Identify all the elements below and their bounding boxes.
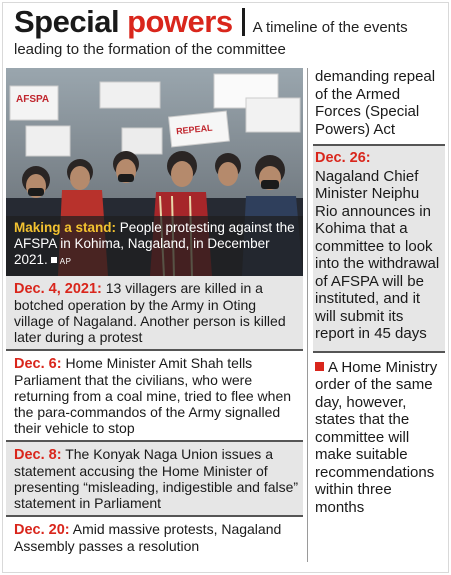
timeline-entry-dec4 (6, 276, 303, 349)
caption-source: AP (59, 257, 72, 266)
entry-date: Dec. 26: (315, 150, 371, 166)
red-square-icon (315, 362, 324, 371)
timeline-right (313, 66, 445, 522)
column-divider (307, 68, 308, 562)
title-divider (242, 8, 245, 36)
caption-text: People protesting against the AFSPA in Kohima, Nagaland, in December 2021. (14, 220, 295, 267)
subtitle-line1: A timeline of the events (252, 19, 408, 36)
timeline-entry-dec20 (6, 517, 303, 558)
entry-date: Dec. 20: (14, 522, 70, 538)
timeline-entry-dec8 (6, 442, 303, 515)
timeline-note (313, 353, 445, 523)
entry-date: Dec. 8: (14, 447, 62, 463)
entry-text: The Konyak Naga Union issues a statement accusing the Home Minister of presenting “misleading, indigestible and false” statement in Parliament (14, 446, 299, 511)
header (14, 4, 444, 64)
title-red: powers (127, 4, 233, 39)
timeline-entry-dec26 (313, 146, 445, 351)
caption-square-icon (51, 257, 57, 263)
title-main: Special (14, 4, 120, 39)
continuation-text: demanding repeal of the Armed Forces (Special Powers) Act (315, 68, 436, 138)
photo-caption (6, 216, 303, 276)
entry-text: Home Minister Amit Shah tells Parliament that the civilians, who were returning from a coal mine, tried to flee when the para-commandos of the Army signalled their vehicle to stop (14, 355, 292, 436)
note-text: A Home Ministry order of the same day, however, states that the committee will make suitable recommendations within three months (315, 358, 438, 516)
entry-date: Dec. 6: (14, 356, 62, 372)
title-line (14, 4, 444, 40)
entry-text: Nagaland Chief Minister Neiphu Rio announces in Kohima that a committee to look into the withdrawal of AFSPA will be instituted, and it will submit its report in 45 days (315, 167, 440, 342)
entry-date: Dec. 4, 2021: (14, 281, 102, 297)
entry-text: 13 villagers are killed in a botched operation by the Army in Oting village of Nagaland. Another person is killed later during a protest (14, 280, 286, 345)
protest-photo (6, 68, 303, 276)
subtitle-line2: leading to the formation of the committee (14, 41, 286, 58)
entry-text: Amid massive protests, Nagaland Assembly passes a resolution (14, 521, 282, 554)
placard-text: AFSPA (16, 94, 50, 105)
timeline-left (6, 276, 303, 558)
caption-head: Making a stand: (14, 220, 117, 235)
timeline-entry-dec6 (6, 351, 303, 440)
placard-text-2: REPEAL (175, 122, 213, 137)
